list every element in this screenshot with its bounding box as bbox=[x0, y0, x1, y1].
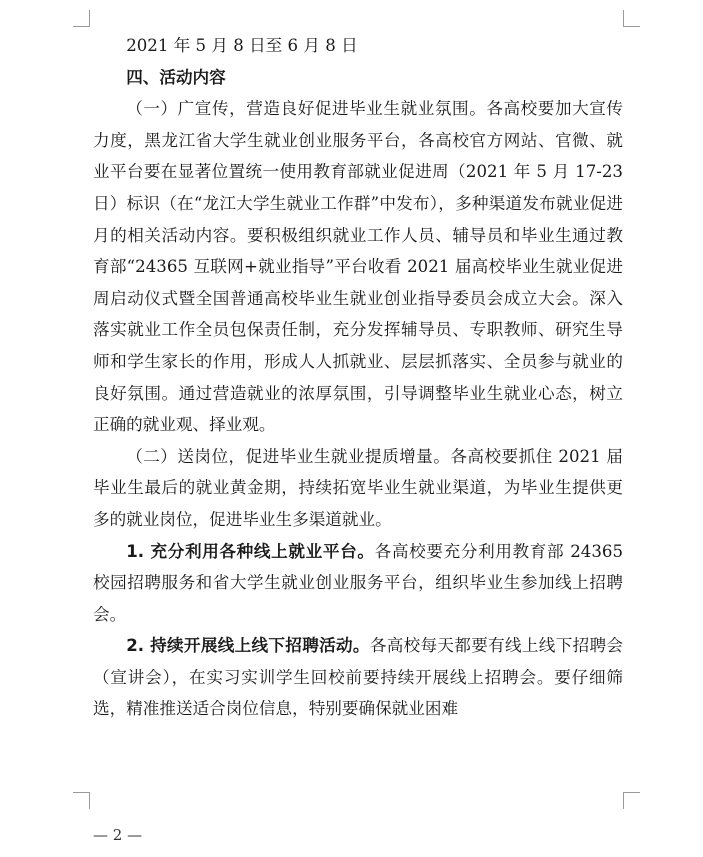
corner-mark-top-right bbox=[623, 10, 640, 27]
item-2-title: 2. 持续开展线上线下招聘活动。 bbox=[126, 636, 370, 656]
date-line: 2021 年 5 月 8 日至 6 月 8 日 bbox=[126, 36, 358, 55]
paragraph-job-posts: （二）送岗位，促进毕业生就业提质增量。各高校要抓住 2021 届毕业生最后的就业黄金期，持续拓宽毕业生就业渠道，为毕业生提供更多的就业岗位，促进毕业生多渠道就业。 bbox=[93, 446, 623, 529]
paragraph-publicity: （一）广宣传，营造良好促进毕业生就业氛围。各高校要加大宣传力度，黑龙江省大学生就业创业服务平台，各高校官方网站、官微、就业平台要在显著位置统一使用教育部就业促进周（2021 年 5 月 17-23 日）标识（在“龙江大学生就业工作群”中发布），多种渠道发布就业促进月的相关活动内容。要积极组织就业工作人员、辅导员和毕业生通过教育部“24365 互联网+就业指导”平台收看 2021 届高校毕业生就业促进周启动仪式暨全国普通高校毕业生就业创业指导委员会成立大会。深入落实就业工作全员包保责任制，充分发挥辅导员、专职教师、研究生导师和学生家长的作用，形成人人抓就业、层层抓落实、全员参与就业的良好氛围。通过营造就业的浓厚氛围，引导调整毕业生就业心态，树立正确的就业观、择业观。 bbox=[93, 99, 623, 435]
page-number: — 2 — bbox=[93, 826, 143, 844]
paragraph-item-1 bbox=[93, 536, 623, 631]
corner-mark-bottom-left bbox=[73, 792, 90, 809]
corner-mark-bottom-right bbox=[623, 792, 640, 809]
item-2-body: 各高校每天都要有线上线下招聘会（宣讲会），在实习实训学生回校前要持续开展线上招聘会。要仔细筛选，精准推送适合岗位信息，特别要确保就业困难 bbox=[93, 636, 623, 719]
document-body bbox=[93, 30, 623, 725]
item-1-title: 1. 充分利用各种线上就业平台。 bbox=[126, 541, 375, 561]
item-1-body: 各高校要充分利用教育部 24365 校园招聘服务和省大学生就业创业服务平台，组织毕业生参加线上招聘会。 bbox=[93, 541, 623, 624]
corner-mark-top-left bbox=[73, 10, 90, 27]
paragraph-item-2 bbox=[93, 630, 623, 725]
section-heading: 四、活动内容 bbox=[126, 67, 226, 87]
